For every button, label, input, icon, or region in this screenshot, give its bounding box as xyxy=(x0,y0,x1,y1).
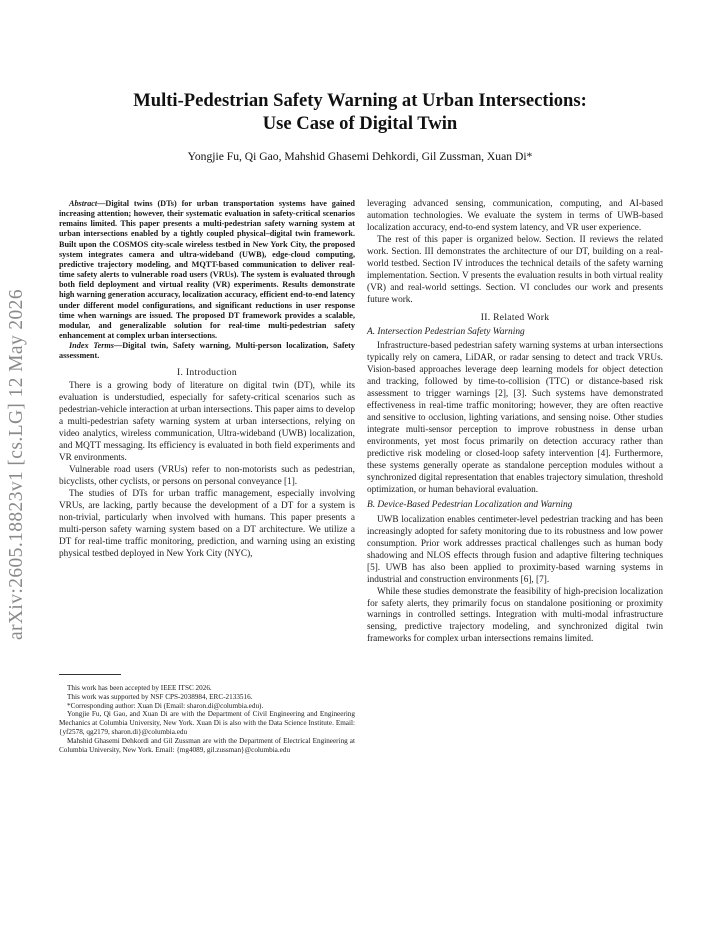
footnote: Yongjie Fu, Qi Gao, and Xuan Di are with the Department of Civil Engineering and Engineering Mechanics at Columbia University, New York. Xuan Di is also with the Data Science Institute. Email:{yf2578, qg2179, sharon.di}@columbia.edu xyxy=(59,710,355,736)
abstract-label: Abstract xyxy=(69,199,98,208)
footnote: Mahshid Ghasemi Dehkordi and Gil Zussman are with the Department of Electrical Engineering at Columbia University, New York. Email: {mg4089, gil.zussman}@columbia.edu xyxy=(59,736,355,754)
index-terms xyxy=(59,341,355,361)
left-column xyxy=(59,199,355,561)
abstract xyxy=(59,199,355,362)
footnote-rule xyxy=(59,674,121,675)
title-line-1: Multi-Pedestrian Safety Warning at Urban Intersections: xyxy=(133,90,587,111)
footnotes xyxy=(59,684,355,754)
abstract-text: —Digital twins (DTs) for urban transportation systems have gained increasing attention; however, their systematic evaluation in safety-critical scenarios remains limited. This paper presents a multi-pedestrian safety warning system at urban intersections enabled by a tightly coupled physical–digital twin framework. Built upon the COSMOS city-scale wireless testbed in New York City, the proposed system integrates camera and ultra-wideband (UWB), edge-cloud computing, predictive trajectory modeling, and MQTT-based communication to deliver real-time safety alerts to vulnerable road users (VRUs). The system is evaluated through both field deployment and virtual reality (VR) experiments. Results demonstrate high warning generation accuracy, localization accuracy, efficient end-to-end latency under different model configurations, and significant reductions in user response time when warnings are issued. The proposed DT framework provides a scalable, modular, and generalizable solution for real-time multi-pedestrian safety enhancement at complex urban intersections. xyxy=(59,199,355,341)
subsection-a-paragraph: Infrastructure-based pedestrian safety warning systems at urban intersections typically rely on camera, LiDAR, or radar sensing to detect and track VRUs. Vision-based approaches leverage deep learning models for object detection and tracking, followed by time-to-collision (TTC) or distance-based risk assessment to trigger warnings [2], [3]. Such systems have demonstrated effectiveness in real-time traffic monitoring; however, they are often reactive and sensitive to occlusion, lighting variations, and sensing noise. Other studies integrate multi-sensor perception to improve robustness in dense urban environments, yet most focus primarily on detection accuracy rather than predictive risk modeling or closed-loop safety intervention [4]. Furthermore, these systems generally operate as standalone perception modules without a synchronized digital representation that enables trajectory simulation, threshold optimization, or human behavioral evaluation. xyxy=(367,341,663,495)
footnote: This work has been accepted by IEEE ITSC 2026. xyxy=(67,684,212,692)
title-line-2: Use Case of Digital Twin xyxy=(262,113,458,134)
author-list: Yongjie Fu, Qi Gao, Mahshid Ghasemi Dehkordi, Gil Zussman, Xuan Di* xyxy=(187,150,533,163)
subsection-b-paragraph-2: While these studies demonstrate the feasibility of high-precision localization for safety alerts, they primarily focus on standalone positioning or proximity warnings in controlled settings. Integration with multi-modal infrastructure sensing, predictive trajectory modeling, and synchronized digital twin frameworks for complex urban intersections remains limited. xyxy=(367,586,663,645)
subsection-b-paragraph-1: UWB localization enables centimeter-level pedestrian tracking and has been increasingly adopted for safety monitoring due to its robustness and low power consumption. Prior work addresses practical challenges such as human body shadowing and NLOS effects through fusion and adaptive filtering techniques [5]. UWB has also been applied to proximity-based warning systems in industrial and construction environments [6], [7]. xyxy=(367,514,663,585)
paper-organization-paragraph: The rest of this paper is organized below. Section. II reviews the related work. Section. III demonstrates the architecture of our DT, building on a real-world testbed. Section IV introduces the technical details of the safety warning implementation. Section. V presents the evaluation results in both virtual reality (VR) and real-world settings. Section. VI concludes our work and presents future work. xyxy=(367,234,663,305)
abstract-paragraph xyxy=(59,199,355,341)
arxiv-identifier: arXiv:2605.18823v1 [cs.LG] 12 May 2026 xyxy=(6,289,27,640)
footnote: *Corresponding author: Xuan Di (Email: sharon.di@columbia.edu). xyxy=(67,701,264,710)
intro-paragraph-continued: leveraging advanced sensing, communication, computing, and AI-based automation technologies. We evaluate the system in terms of UWB-based localization accuracy, end-to-end system latency, and VR user experience. xyxy=(367,199,663,233)
footnote: This work was supported by NSF CPS-2038984, ERC-2133516. xyxy=(67,692,253,701)
index-terms-text: —Digital twin, Safety warning, Multi-person localization, Safety assessment. xyxy=(59,341,356,361)
subsection-heading-b: B. Device-Based Pedestrian Localization and Warning xyxy=(367,499,573,510)
section-heading-related-work: II. Related Work xyxy=(480,311,550,323)
section-heading-introduction: I. Introduction xyxy=(177,366,237,378)
paper-title xyxy=(60,89,660,135)
right-column xyxy=(367,199,663,646)
intro-paragraph-1: There is a growing body of literature on digital twin (DT), while its evaluation is understudied, especially for safety-critical scenarios such as pedestrian-vehicle interaction at urban intersections. This paper aims to develop a multi-pedestrian safety warning system at urban intersections, relying on video analytics, wireless communication, Ultra-wideband (UWB) localization, and MQTT messaging. Its efficiency is evaluated in both field experiments and VR environments. xyxy=(59,381,355,464)
index-terms-label: Index Terms xyxy=(69,341,114,351)
subsection-heading-a: A. Intersection Pedestrian Safety Warning xyxy=(367,326,525,337)
intro-paragraph-2: Vulnerable road users (VRUs) refer to non-motorists such as pedestrian, bicyclists, other cyclists, or persons on personal conveyance [1]. xyxy=(59,465,355,488)
intro-paragraph-3: The studies of DTs for urban traffic management, especially involving VRUs, are lacking, partly because the development of a DT for a system is non-trivial, particularly when involved with humans. This paper presents a multi-person safety warning system based on a DT architecture. We utilize a DT for real-time traffic monitoring, prediction, and warning using an existing physical testbed deployed in New York City (NYC), xyxy=(59,489,355,559)
